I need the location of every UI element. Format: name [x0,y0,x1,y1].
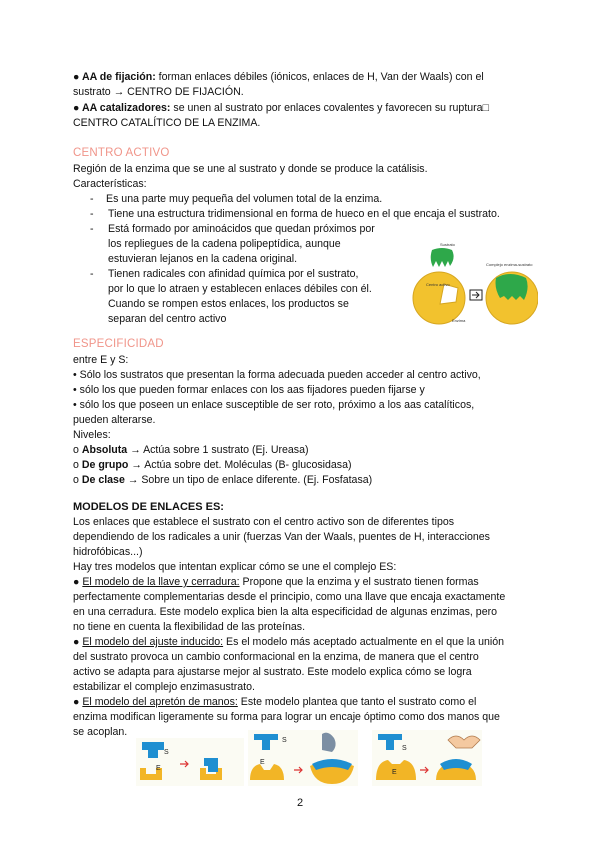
label-e: E [260,759,265,766]
dash: - [90,223,94,235]
bullet-4c: Cuando se rompen estos enlaces, los productos se [108,298,349,310]
dash: - [90,208,94,220]
model-2-c: activo se adapta para ajustarse mejor al sustrato. Este modelo explica cómo se logra [73,666,472,678]
fig-label-sustrato: Sustrato [440,242,455,247]
enzyme-substrate-figure [408,236,538,328]
bullet-3c: estuvieran lejanos en la cadena original. [108,253,298,265]
spec-line-3: • sólo los que pueden formar enlaces con los aas fijadores pueden fijarse y [73,384,425,396]
enzyme-shape [413,272,465,324]
model-3-b: enzima modifican ligeramente su forma para lograr un encaje óptimo como dos manos que [73,711,500,723]
intro-line-4: CENTRO CATALÍTICO DE LA ENZIMA. [73,117,261,129]
spec-line-4: • sólo los que poseen un enlace susceptible de ser roto, próximo a los aas catalíticos, [73,399,475,411]
spec-line-6: Niveles: [73,429,111,441]
dash: - [90,193,94,205]
model-1-c: en una cerradura. Este modelo explica bien la alta especificidad de algunas enzimas, pero [73,606,498,618]
bullet-3b: los repliegues de la cadena polipeptídica, aunque [108,238,341,250]
fig-label-complejo: Complejo enzima-sustrato [486,262,533,267]
intro-line-3: ● AA catalizadores: se unen al sustrato por enlaces covalentes y favorecen su ruptura□ [73,102,489,114]
models-line-3: hidrofóbicas...) [73,546,143,558]
model-2-b: del sustrato provoca un cambio conformacional en la enzima, de manera que el centro [73,651,479,663]
page-number: 2 [296,797,304,809]
models-line-2: dependiendo de los radicales a unir (fuerzas Van der Waals, puentes de H, interacciones [73,531,490,543]
active-site-characteristics: Características: [73,178,147,190]
label-e: E [392,769,397,776]
model-3-title: ● El modelo del apretón de manos: Este modelo plantea que tanto el sustrato como el [73,696,477,708]
active-site-def: Región de la enzima que se une al sustrato y donde se produce la catálisis. [73,163,428,175]
bullet-4b: por lo que lo atraen y establecen enlaces débiles con él. [108,283,372,295]
label-s: S [282,737,287,744]
level-absoluta: o Absoluta → Actúa sobre 1 sustrato (Ej. Ureasa) [73,444,309,456]
spec-line-1: entre E y S: [73,354,129,366]
bullet-2: Tiene una estructura tridimensional en forma de hueco en el que encaja el sustrato. [108,208,500,220]
model-2-d: estabilizar el complejo enzimasustrato. [73,681,255,693]
label-e: E [156,765,161,772]
level-grupo: o De grupo → Actúa sobre det. Moléculas (B- glucosidasa) [73,459,352,471]
complex-substrate [496,274,528,300]
model-1-b: perfectamente complementarias desde el principio, como una llave que encaja exactamente [73,591,506,603]
models-line-1: Los enlaces que establece el sustrato con el centro activo son de diferentes tipos [73,516,455,528]
level-clase: o De clase → Sobre un tipo de enlace diferente. (Ej. Fosfatasa) [73,474,373,486]
heading-modelos: MODELOS DE ENLACES ES: [73,501,224,513]
label-s: S [402,745,407,752]
lock-and-key-illustration [136,738,244,786]
bullet-3a: Está formado por aminoácidos que quedan próximos por [108,223,375,235]
model-2-title: ● El modelo del ajuste inducido: Es el modelo más aceptado actualmente en el que la unión [73,636,505,648]
spec-line-2: • Sólo los sustratos que presentan la forma adecuada pueden acceder al centro activo, [73,369,481,381]
spec-line-5: pueden alterarse. [73,414,156,426]
bullet-4a: Tienen radicales con afinidad química por el sustrato, [108,268,359,280]
heading-centro-activo: CENTRO ACTIVO [73,147,170,159]
model-3-c: se acoplan. [73,726,128,738]
induced-fit-illustration [248,730,358,786]
heading-especificidad: ESPECIFICIDAD [73,338,164,350]
substrate-shape [431,248,454,267]
bullet-1: Es una parte muy pequeña del volumen total de la enzima. [106,193,383,205]
dash: - [90,268,94,280]
intro-line-2: sustrato → CENTRO DE FIJACIÓN. [73,86,244,98]
intro-line-1: ● AA de fijación: forman enlaces débiles (iónicos, enlaces de H, Van der Waals) con el [73,71,484,83]
model-1-d: no tiene en cuenta la flexibilidad de las proteínas. [73,621,306,633]
handshake-illustration [372,730,482,786]
fig-label-centro: Centro activo [426,282,450,287]
models-line-4: Hay tres modelos que intentan explicar cómo se une el complejo ES: [73,561,397,573]
label-s: S [164,749,169,756]
bullet-4d: separan del centro activo [108,313,227,325]
fig-label-enzima: Enzima [452,318,466,323]
arrow-icon [472,292,479,298]
model-1-title: ● El modelo de la llave y cerradura: Propone que la enzima y el sustrato tienen formas [73,576,479,588]
